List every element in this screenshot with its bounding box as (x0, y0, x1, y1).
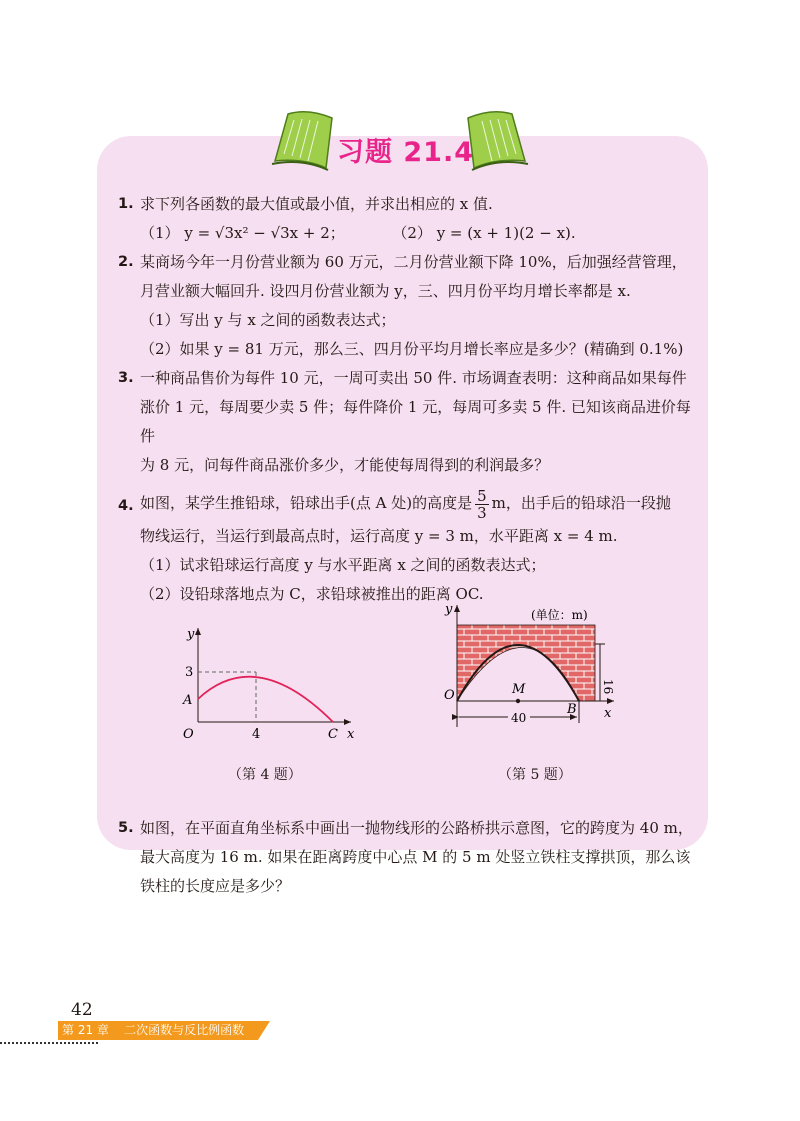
fraction-denominator: 3 (477, 503, 487, 522)
problem-text-part: m，出手后的铅球沿一段抛 (491, 494, 671, 512)
problem-text: 为 8 元，问每件商品涨价多少，才能使每周得到的利润最多？ (140, 456, 550, 474)
subpart: （1）写出 y 与 x 之间的函数表达式； (140, 311, 396, 329)
problem-text: 月营业额大幅回升. 设四月份营业额为 y，三、四月份平均月增长率都是 x. (140, 282, 631, 300)
problem-text (140, 484, 698, 522)
problem-text: 如图，在平面直角坐标系中画出一抛物线形的公路桥拱示意图，它的跨度为 40 m， (140, 819, 693, 837)
figures-row (118, 602, 698, 814)
height-label: 16 (601, 679, 615, 695)
y-axis-label: y (445, 602, 453, 617)
problem-1 (118, 190, 698, 248)
x-axis-label: x (347, 727, 355, 742)
problem-number: 2. (118, 254, 134, 270)
problem-text: 铁柱的长度应是多少？ (140, 877, 291, 895)
problem-number: 3. (118, 370, 134, 386)
point-b-label: B (567, 702, 577, 717)
chapter-title: 第 21 章 二次函数与反比例函数 (62, 1023, 245, 1037)
exercise-title: 习题 21.4 (337, 137, 475, 168)
subpart: （2）如果 y = 81 万元，那么三、四月份平均月增长率应是多少？(精确到 0.1%) (140, 340, 684, 358)
height-3-label: 3 (185, 665, 194, 680)
fraction-numerator: 5 (477, 486, 487, 505)
y-axis-label: y (187, 627, 195, 642)
problem-number: 5. (118, 820, 134, 836)
fraction (475, 488, 489, 521)
problem-4 (118, 484, 698, 609)
problem-2 (118, 248, 698, 364)
shot-put-parabola (198, 677, 333, 722)
subpart-expression: y = (x + 1)(2 − x). (436, 224, 576, 242)
origin-label: O (444, 688, 455, 703)
problem-text: 最大高度为 16 m. 如果在距离跨度中心点 M 的 5 m 处竖立铁柱支撑拱顶，那么该 (140, 848, 691, 866)
span-label: 40 (511, 711, 527, 725)
subpart-label: （2） (392, 224, 432, 242)
figure-5-caption: （第 5 题） (498, 767, 572, 783)
figure-5 (436, 599, 626, 749)
point-a-label: A (183, 693, 193, 708)
problem-text-part: 如图，某学生推铅球，铅球出手(点 A 处)的高度是 (140, 494, 473, 512)
point-c-label: C (328, 727, 338, 742)
problem-list (118, 190, 698, 901)
origin-label: O (183, 727, 194, 742)
problem-1-subparts (140, 219, 698, 248)
problem-5 (118, 814, 698, 901)
problem-number: 1. (118, 196, 134, 212)
bridge-bricks (457, 625, 595, 701)
subpart-label: （1） (140, 224, 180, 242)
problem-text: 涨价 1 元，每周要少卖 5 件；每件降价 1 元，每周可多卖 5 件. 已知该商品进价每件 (140, 398, 691, 445)
left-book-icon (272, 112, 332, 170)
figure-4 (173, 624, 423, 759)
right-book-icon (468, 112, 528, 170)
point-m-label: M (512, 682, 526, 697)
problem-text: 一种商品售价为每件 10 元，一周可卖出 50 件. 市场调查表明：这种商品如果每件 (140, 369, 687, 387)
x-4-label: 4 (252, 727, 261, 742)
center-point-m (516, 699, 520, 703)
problem-text: 物线运行，当运行到最高点时，运行高度 y = 3 m，水平距离 x = 4 m. (140, 527, 618, 545)
footer-dotted-rule (0, 1042, 98, 1044)
subpart: （1）试求铅球运行高度 y 与水平距离 x 之间的函数表达式； (140, 556, 546, 574)
problem-number: 4. (118, 498, 134, 514)
problem-text: 求下列各函数的最大值或最小值，并求出相应的 x 值. (140, 195, 493, 213)
subpart-expression: y = √3x² − √3x + 2； (184, 224, 345, 242)
page-number: 42 (71, 1000, 93, 1020)
figure-4-caption: （第 4 题） (228, 767, 302, 783)
problem-3 (118, 364, 698, 480)
unit-label: (单位：m) (531, 608, 588, 622)
problem-text: 某商场今年一月份营业额为 60 万元，二月份营业额下降 10%，后加强经营管理， (140, 253, 687, 271)
subpart: （2）设铅球落地点为 C，求铅球被推出的距离 OC. (140, 585, 484, 603)
x-axis-label: x (604, 706, 612, 721)
